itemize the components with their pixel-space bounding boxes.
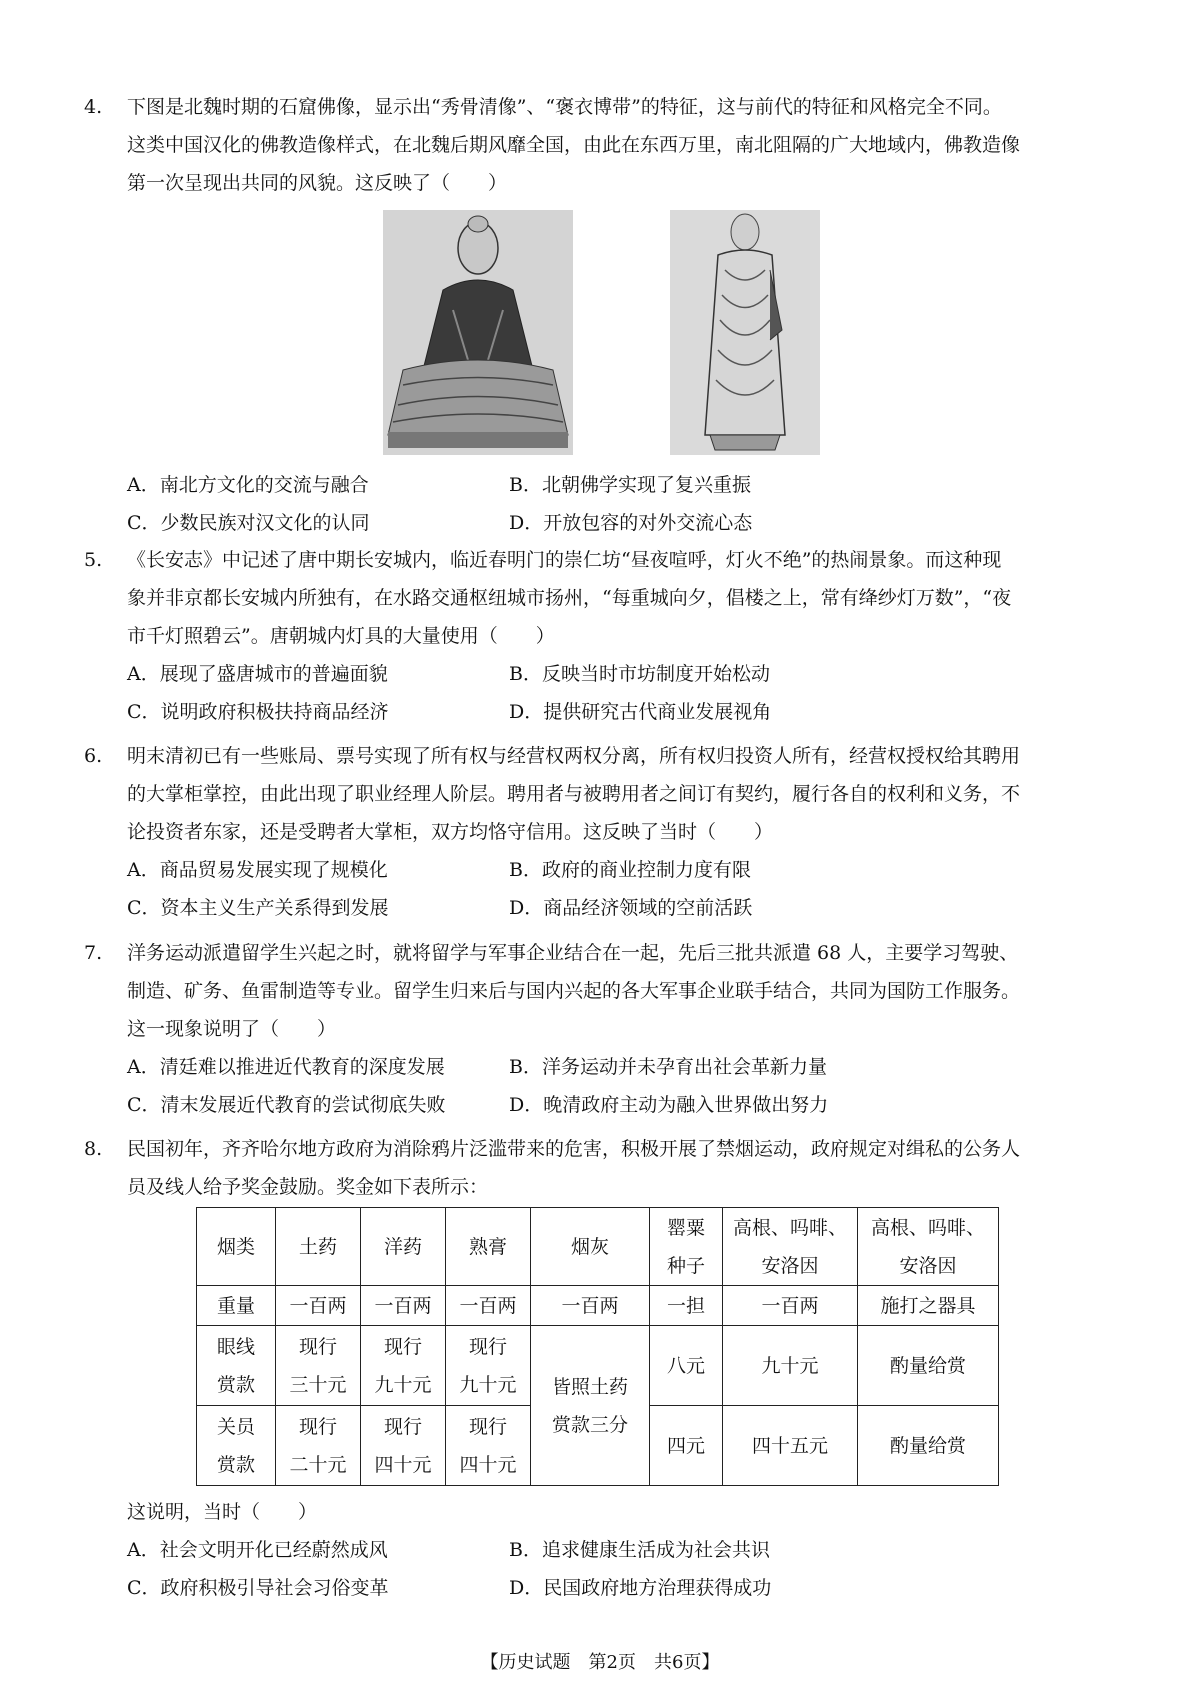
table-cell: 一百两 bbox=[361, 1286, 446, 1326]
option-c: C．少数民族对汉文化的认同 bbox=[127, 512, 370, 534]
question-number: 4. bbox=[84, 96, 103, 118]
table-cell: 罂粟 种子 bbox=[650, 1208, 723, 1286]
option-d: D．开放包容的对外交流心态 bbox=[509, 512, 753, 534]
page-footer: 【历史试题 第2页 共6页】 bbox=[480, 1652, 720, 1673]
option-a: A．社会文明开化已经蔚然成风 bbox=[127, 1539, 388, 1561]
table-cell: 重量 bbox=[197, 1286, 276, 1326]
question-text-line: 明末清初已有一些账局、票号实现了所有权与经营权两权分离，所有权归投资人所有，经营权授权给其聘用 bbox=[127, 745, 1021, 767]
table-cell: 现行 三十元 bbox=[276, 1326, 361, 1406]
table-cell: 关员 赏款 bbox=[197, 1406, 276, 1486]
table-cell: 施打之器具 bbox=[858, 1286, 999, 1326]
question-text-line: 民国初年，齐齐哈尔地方政府为消除鸦片泛滥带来的危害，积极开展了禁烟运动，政府规定对缉私的公务人 bbox=[127, 1138, 1021, 1160]
table-cell: 高根、吗啡、 安洛因 bbox=[723, 1208, 858, 1286]
option-b: B．反映当时市坊制度开始松动 bbox=[509, 663, 770, 685]
option-b: B．政府的商业控制力度有限 bbox=[509, 859, 751, 881]
table-cell: 现行 九十元 bbox=[361, 1326, 446, 1406]
question-4-options bbox=[84, 466, 1124, 542]
option-b: B．洋务运动并未孕育出社会革新力量 bbox=[509, 1056, 827, 1078]
question-text-line: 这说明，当时（ ） bbox=[127, 1501, 318, 1523]
table-cell: 烟类 bbox=[197, 1208, 276, 1286]
table-cell: 一担 bbox=[650, 1286, 723, 1326]
question-8-tail bbox=[84, 1493, 1124, 1607]
option-c: C．说明政府积极扶持商品经济 bbox=[127, 701, 389, 723]
table-cell: 烟灰 bbox=[531, 1208, 650, 1286]
table-cell: 洋药 bbox=[361, 1208, 446, 1286]
table-cell: 现行 二十元 bbox=[276, 1406, 361, 1486]
table-cell: 一百两 bbox=[531, 1286, 650, 1326]
option-d: D．民国政府地方治理获得成功 bbox=[509, 1577, 772, 1599]
option-a: A．清廷难以推进近代教育的深度发展 bbox=[127, 1056, 445, 1078]
option-a: A．展现了盛唐城市的普遍面貌 bbox=[127, 663, 388, 685]
question-text-line: 论投资者东家，还是受聘者大掌柜，双方均恪守信用。这反映了当时（ ） bbox=[127, 821, 774, 843]
option-c: C．资本主义生产关系得到发展 bbox=[127, 897, 389, 919]
table-cell: 现行 九十元 bbox=[446, 1326, 531, 1406]
question-text-line: 下图是北魏时期的石窟佛像，显示出“秀骨清像”、“褒衣博带”的特征，这与前代的特征和风格完全不同。 bbox=[127, 96, 1002, 118]
question-text-line: 员及线人给予奖金鼓励。奖金如下表所示： bbox=[127, 1176, 489, 1198]
table-cell: 四十五元 bbox=[723, 1406, 858, 1486]
question-text-line: 第一次呈现出共同的风貌。这反映了（ ） bbox=[127, 172, 508, 194]
table-row bbox=[197, 1208, 999, 1286]
table-cell: 八元 bbox=[650, 1326, 723, 1406]
question-text-line: 这类中国汉化的佛教造像样式，在北魏后期风靡全国，由此在东西万里，南北阻隔的广大地域内，佛教造像 bbox=[127, 134, 1021, 156]
table-cell: 土药 bbox=[276, 1208, 361, 1286]
option-a: A．商品贸易发展实现了规模化 bbox=[127, 859, 388, 881]
standing-buddha-image bbox=[670, 210, 820, 455]
question-text-line: 象并非京都长安城内所独有，在水路交通枢纽城市扬州，“每重城向夕，倡楼之上，常有绛纱灯万数”，“夜 bbox=[127, 587, 1012, 609]
option-b: B．北朝佛学实现了复兴重振 bbox=[509, 474, 751, 496]
question-number: 5. bbox=[84, 549, 103, 571]
table-row bbox=[197, 1286, 999, 1326]
question-number: 7. bbox=[84, 942, 103, 964]
reward-table bbox=[196, 1207, 999, 1486]
question-text-line: 洋务运动派遣留学生兴起之时，就将留学与军事企业结合在一起，先后三批共派遣 68 人，主要学习驾驶、 bbox=[127, 942, 1019, 964]
table-cell: 现行 四十元 bbox=[446, 1406, 531, 1486]
table-cell: 九十元 bbox=[723, 1326, 858, 1406]
table-cell-merged: 皆照土药 赏款三分 bbox=[531, 1326, 650, 1486]
table-cell: 熟膏 bbox=[446, 1208, 531, 1286]
question-4 bbox=[84, 88, 1124, 202]
option-d: D．商品经济领域的空前活跃 bbox=[509, 897, 753, 919]
question-7 bbox=[84, 934, 1124, 1124]
question-text-line: 这一现象说明了（ ） bbox=[127, 1018, 337, 1040]
table-cell: 酌量给赏 bbox=[858, 1326, 999, 1406]
option-a: A．南北方文化的交流与融合 bbox=[127, 474, 369, 496]
question-8 bbox=[84, 1130, 1124, 1206]
table-cell: 一百两 bbox=[446, 1286, 531, 1326]
question-text-line: 的大掌柜掌控，由此出现了职业经理人阶层。聘用者与被聘用者之间订有契约，履行各自的权利和义务，不 bbox=[127, 783, 1021, 805]
seated-buddha-image bbox=[383, 210, 573, 455]
table-cell: 现行 四十元 bbox=[361, 1406, 446, 1486]
table-cell: 一百两 bbox=[276, 1286, 361, 1326]
option-b: B．追求健康生活成为社会共识 bbox=[509, 1539, 770, 1561]
table-cell: 四元 bbox=[650, 1406, 723, 1486]
table-cell: 眼线 赏款 bbox=[197, 1326, 276, 1406]
question-6 bbox=[84, 737, 1124, 927]
question-5 bbox=[84, 541, 1124, 731]
question-number: 8. bbox=[84, 1138, 103, 1160]
table-row bbox=[197, 1326, 999, 1406]
question-text-line: 《长安志》中记述了唐中期长安城内，临近春明门的崇仁坊“昼夜喧呼，灯火不绝”的热闹景象。而这种现 bbox=[127, 549, 1002, 571]
question-text-line: 制造、矿务、鱼雷制造等专业。留学生归来后与国内兴起的各大军事企业联手结合，共同为国防工作服务。 bbox=[127, 980, 1021, 1002]
option-c: C．政府积极引导社会习俗变革 bbox=[127, 1577, 389, 1599]
table-cell: 一百两 bbox=[723, 1286, 858, 1326]
table-cell: 酌量给赏 bbox=[858, 1406, 999, 1486]
table-cell: 高根、吗啡、 安洛因 bbox=[858, 1208, 999, 1286]
option-c: C．清末发展近代教育的尝试彻底失败 bbox=[127, 1094, 446, 1116]
buddha-figures bbox=[0, 210, 1200, 455]
option-d: D．提供研究古代商业发展视角 bbox=[509, 701, 772, 723]
question-number: 6. bbox=[84, 745, 103, 767]
option-d: D．晚清政府主动为融入世界做出努力 bbox=[509, 1094, 829, 1116]
question-text-line: 市千灯照碧云”。唐朝城内灯具的大量使用（ ） bbox=[127, 625, 555, 647]
